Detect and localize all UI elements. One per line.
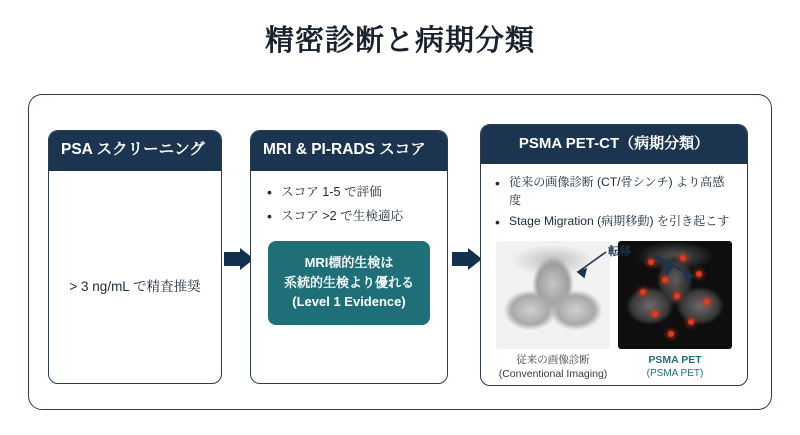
callout-line-3: (Level 1 Evidence) [292,294,406,310]
list-item: • Stage Migration (病期移動) を引き起こす [493,213,735,231]
card-mri-pirads [250,130,448,384]
card-mri-header: MRI & PI-RADS スコア [251,131,447,171]
caption-line-1: PSMA PET [648,353,702,366]
psa-threshold-text: > 3 ng/mL で精査推奨 [69,279,201,295]
callout-line-1: MRI標的生検は [304,255,394,271]
lesion-hotspot [680,255,686,261]
card-mri-body [251,171,447,337]
lesion-hotspot [674,293,680,299]
conventional-scan-caption [496,353,610,381]
caption-line-1: 従来の画像診断 [516,353,590,366]
card-psma-body [481,164,747,386]
psma-pet-scan-image [618,241,732,349]
conventional-scan-image [496,241,610,349]
metastasis-annotation-label: 転移 [608,246,631,258]
caption-line-2: (Conventional Imaging) [498,367,608,380]
lesion-hotspot [668,331,674,337]
list-item: • スコア 1-5 で評価 [265,183,433,201]
callout-line-2: 系統的生検より優れる [283,274,414,290]
lesion-hotspot [652,311,658,317]
mri-evidence-callout [268,241,430,325]
scan-captions [493,353,735,381]
list-item: • 従来の画像診断 (CT/骨シンチ) より高感度 [493,174,735,209]
mri-bullet-list [265,183,433,226]
page-title: 精密診断と病期分類 [264,25,535,57]
lesion-hotspot [696,271,702,277]
lesion-hotspot [688,319,694,325]
caption-line-2: (PSMA PET) [646,367,704,379]
card-psa-header: PSA スクリーニング [49,131,221,171]
card-psa-body [49,171,221,384]
card-psa-screening [48,130,222,384]
lesion-hotspot [640,289,646,295]
card-psma-header: PSMA PET-CT（病期分類） [481,125,747,164]
list-item: • スコア >2 で生検適応 [265,207,433,225]
lesion-hotspot [662,277,668,283]
psma-scan-caption [618,353,732,381]
lesion-hotspot [648,259,654,265]
lesion-hotspot [704,299,710,305]
psma-bullet-list [493,174,735,231]
